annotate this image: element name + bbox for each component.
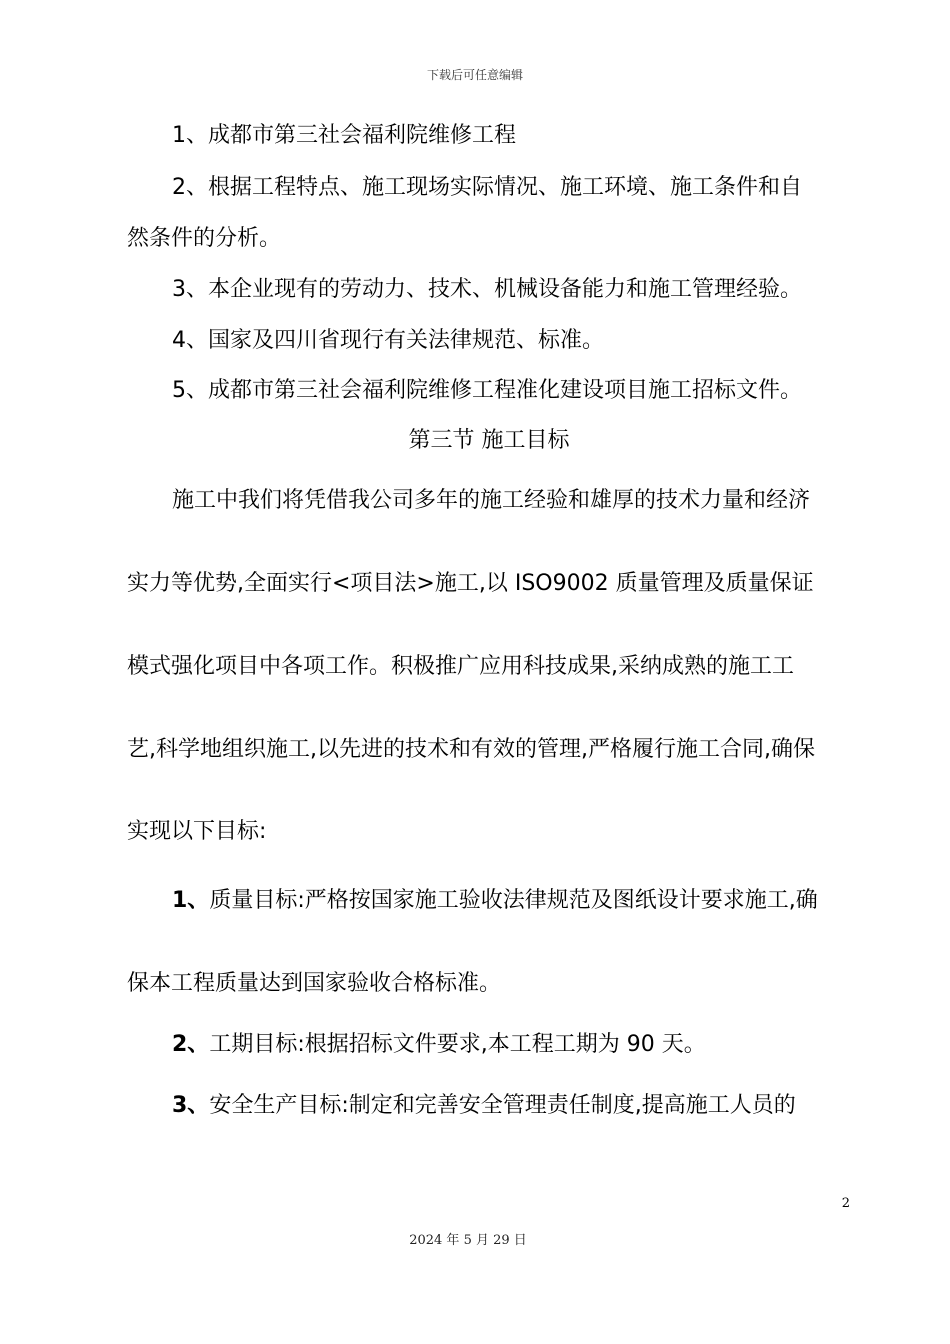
goal-schedule-number: 2、: [172, 1032, 210, 1057]
basis-item-2-continuation: 然条件的分析。: [127, 226, 282, 251]
basis-item-4: 4、国家及四川省现行有关法律规范、标准。: [172, 328, 604, 353]
page-number: 2: [841, 1196, 850, 1211]
basis-item-2: 2、根据工程特点、施工现场实际情况、施工环境、施工条件和自: [172, 175, 802, 200]
goal-schedule-text: 工期目标:根据招标文件要求,本工程工期为 90 天。: [209, 1032, 706, 1057]
goal-safety: [172, 1091, 796, 1121]
goal-quality-text: 质量目标:严格按国家施工验收法律规范及图纸设计要求施工,确: [209, 888, 818, 913]
goal-schedule: [172, 1030, 706, 1060]
goal-quality: [172, 886, 818, 916]
goal-quality-continuation: 保本工程质量达到国家验收合格标准。: [127, 971, 502, 996]
goal-quality-number: 1、: [172, 888, 210, 913]
basis-item-1: 1、成都市第三社会福利院维修工程: [172, 123, 516, 148]
intro-line-1: 施工中我们将凭借我公司多年的施工经验和雄厚的技术力量和经济: [172, 488, 811, 513]
goal-safety-text: 安全生产目标:制定和完善安全管理责任制度,提高施工人员的: [209, 1093, 796, 1118]
intro-line-3: 模式强化项目中各项工作。积极推广应用科技成果,采纳成熟的施工工: [127, 654, 794, 679]
intro-line-2: 实力等优势,全面实行<项目法>施工,以 ISO9002 质量管理及质量保证: [127, 571, 814, 596]
basis-item-3: 3、本企业现有的劳动力、技术、机械设备能力和施工管理经验。: [172, 277, 802, 302]
section-title: 第三节 施工目标: [408, 428, 570, 453]
intro-line-5: 实现以下目标:: [127, 819, 267, 844]
page-header: 下载后可任意编辑: [426, 68, 523, 82]
goal-safety-number: 3、: [172, 1093, 210, 1118]
intro-line-4: 艺,科学地组织施工,以先进的技术和有效的管理,严格履行施工合同,确保: [127, 737, 815, 762]
basis-item-5: 5、成都市第三社会福利院维修工程准化建设项目施工招标文件。: [172, 378, 802, 403]
page-footer-date: 2024 年 5 月 29 日: [409, 1233, 527, 1248]
